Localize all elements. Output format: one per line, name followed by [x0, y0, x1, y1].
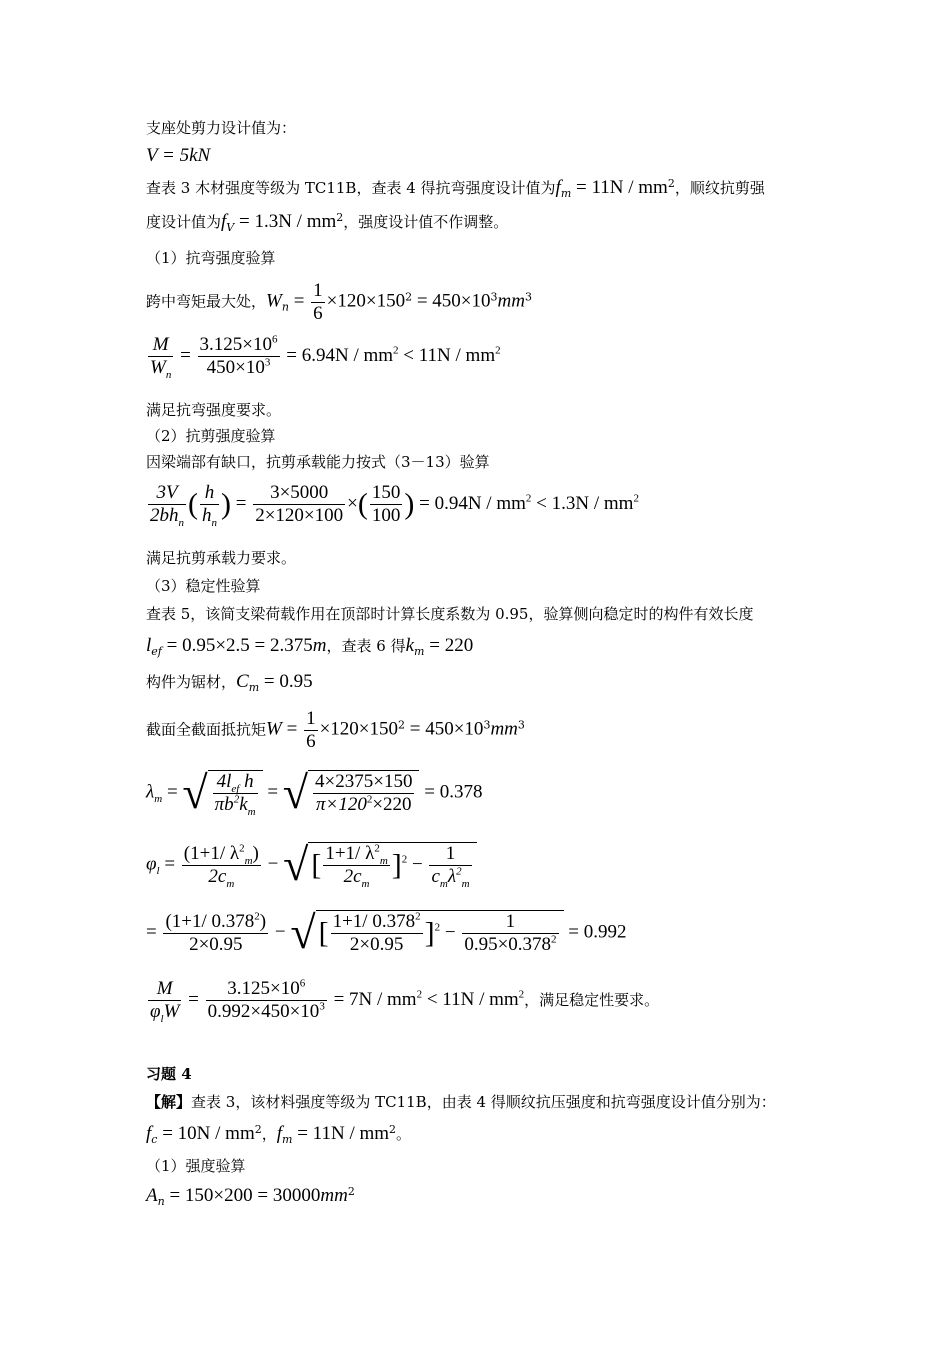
- formula-span: < 1.3N / mm: [531, 492, 634, 514]
- formula-span: mm: [490, 718, 518, 740]
- text-line: [146, 212, 508, 232]
- formula-span: m: [312, 635, 327, 656]
- formula-span: = 220: [424, 635, 474, 656]
- numerator: 3×5000: [253, 482, 345, 505]
- text-span: 。: [396, 1125, 412, 1143]
- formula-span: 3.125×10: [227, 978, 300, 999]
- superscript: 2: [233, 793, 240, 806]
- formula-span: (1+1/ 0.378: [165, 910, 255, 932]
- formula-span: ×220: [372, 794, 412, 815]
- fraction: [148, 482, 186, 527]
- subscript: l: [160, 1012, 164, 1025]
- numerator: 1: [429, 843, 471, 866]
- formula-span: =: [288, 290, 310, 312]
- fraction: [206, 978, 327, 1023]
- superscript: 2: [434, 921, 441, 934]
- subscript: m: [560, 187, 572, 200]
- formula-span: 4l: [216, 771, 232, 792]
- superscript: 2: [398, 718, 405, 732]
- text-span: 构件为锯材，: [146, 673, 237, 691]
- formula-span: = 11N / mm: [292, 1123, 390, 1144]
- subscript: n: [165, 368, 172, 381]
- subscript: m: [439, 877, 448, 890]
- formula-span: < 11N / mm: [398, 344, 496, 366]
- formula-span: λ: [447, 866, 457, 887]
- text-line: （1）抗弯强度验算: [146, 249, 276, 267]
- formula-span: πb: [214, 794, 234, 815]
- denominator: [313, 794, 414, 816]
- numerator: h: [200, 482, 219, 505]
- formula-span: W: [150, 357, 166, 378]
- numerator: 1: [313, 280, 323, 301]
- formula-span: 2c: [343, 866, 362, 887]
- superscript: 3: [524, 290, 532, 304]
- superscript: 3: [264, 356, 271, 369]
- text-line: （1）强度验算: [146, 1157, 246, 1175]
- paren: (: [357, 487, 368, 521]
- formula-line: $\frac{M}{W_n}$ = $\frac{3.125\times 10^6}{450\times 10^3}$ = $6.94N / mm^2 < 11N / mm^2$: [150, 333, 501, 381]
- superscript: 3: [483, 718, 491, 732]
- formula-line: V = 5kN: [146, 145, 211, 166]
- fraction: [253, 482, 345, 527]
- text-line: [146, 1092, 776, 1112]
- formula-span: k: [405, 635, 415, 656]
- fraction: [323, 843, 389, 888]
- formula-span: 1+1/ λ: [325, 843, 375, 864]
- fraction: [148, 978, 181, 1023]
- text-span: 查表 3，该材料强度等级为 TC11B，由表 4 得顺纹抗压强度和抗弯强度设计值分别为：: [191, 1093, 776, 1111]
- formula-span: W: [266, 718, 282, 740]
- subscript: n: [211, 516, 217, 529]
- formula-span: k: [239, 794, 248, 815]
- subscript: m: [461, 877, 470, 890]
- formula-span: (1+1/ λ: [183, 842, 240, 864]
- superscript: 2: [667, 177, 675, 190]
- numerator: [163, 911, 268, 934]
- denominator: [462, 934, 558, 956]
- formula-span: π×120: [315, 794, 367, 815]
- denominator: 2×0.95: [349, 934, 404, 955]
- formula-span: = 7N / mm: [328, 988, 417, 1010]
- denominator: [206, 1001, 327, 1023]
- subscript: m: [244, 854, 253, 867]
- formula-span: f: [555, 177, 561, 198]
- subscript: m: [248, 681, 260, 694]
- formula-span: = 0.95: [259, 671, 313, 692]
- numerator: 4×2375×150: [315, 771, 413, 792]
- superscript: 2: [254, 910, 260, 923]
- fraction: [331, 911, 423, 956]
- denominator: [148, 505, 186, 527]
- fraction: [198, 334, 280, 379]
- formula-span: = 150×200 = 30000: [164, 1185, 321, 1206]
- formula-span: mm: [497, 290, 525, 312]
- numerator: [331, 911, 423, 934]
- numerator: M: [148, 334, 173, 357]
- subscript: n: [178, 516, 184, 529]
- formula-span: ×120×150: [319, 718, 398, 740]
- subscript: m: [226, 877, 235, 890]
- subscript: m: [379, 854, 388, 867]
- superscript: 2: [415, 910, 421, 923]
- formula-span: = 6.94N / mm: [281, 344, 394, 366]
- subscript: l: [156, 865, 160, 878]
- formula-span: f: [221, 211, 227, 232]
- fraction: [313, 771, 414, 816]
- denominator: [148, 1001, 181, 1023]
- superscript: 2: [239, 842, 245, 855]
- formula-line: $\varphi_l$ = $\frac{(1+1/ \lambda^2_m)}{2c_m}$ − √ [ $\frac{1+1/ \lambda^2_m}{2c_m}$ ]$^2$ − $\frac{1}{c_m\lambda^2_m}$: [146, 842, 477, 888]
- formula-span: ×120×150: [326, 290, 406, 312]
- formula-span: 3.125×10: [199, 334, 273, 355]
- square-root: √ $\frac{4l_{ef} h}{\pi b^2k_m}$: [182, 770, 262, 816]
- denominator: 2×0.95: [189, 933, 243, 955]
- formula-line: $\frac{3V}{2bh_n}$ ( $\frac{h}{h_n}$ ) = $\frac{3\times 5000}{2\times 120\times 100}$ ×( $\frac{150}{100}$ ) = $0.94N / mm^2 < 1.3N / mm^2$: [150, 482, 639, 529]
- fraction: [370, 482, 403, 527]
- fraction: [182, 843, 261, 888]
- denominator: 6: [306, 731, 316, 752]
- numerator: 1: [462, 911, 558, 934]
- superscript: 2: [347, 1185, 355, 1198]
- text-line: 满足抗剪承载力要求。: [146, 549, 297, 567]
- subscript: n: [281, 300, 289, 314]
- denominator: [148, 357, 173, 379]
- superscript: 2: [495, 344, 501, 357]
- paren: (: [188, 487, 198, 521]
- text-line: （3）稳定性验算: [146, 577, 261, 595]
- denominator: [323, 866, 389, 888]
- numerator: [206, 978, 327, 1001]
- subscript: m: [154, 793, 163, 806]
- formula-span: = 0.992: [563, 921, 627, 943]
- numerator: [213, 771, 258, 794]
- denominator: 2×120×100: [255, 505, 344, 526]
- superscript: 6: [272, 333, 278, 346]
- text-line: 支座处剪力设计值为：: [146, 119, 297, 137]
- formula-span: 1+1/ 0.378: [332, 911, 416, 932]
- superscript: 2: [456, 865, 462, 878]
- superscript: 2: [366, 793, 373, 806]
- numerator: 150: [371, 482, 401, 503]
- square-root: √ $\frac{4\times 2375\times 150}{\pi\times 120^2\times 220}$: [283, 770, 420, 816]
- formula-span: φ: [146, 853, 157, 875]
- numerator: M: [148, 978, 181, 1001]
- denominator: 100: [371, 505, 401, 526]
- subscript: m: [247, 805, 256, 818]
- formula-span: h: [239, 771, 254, 792]
- fraction: [429, 843, 471, 888]
- paren: ): [221, 487, 231, 521]
- superscript: 6: [299, 977, 306, 990]
- denominator: [198, 357, 280, 379]
- formula-span: = 0.94N / mm: [414, 492, 526, 514]
- superscript: 3: [319, 1000, 325, 1013]
- subscript: V: [226, 221, 235, 234]
- numerator: [198, 334, 280, 357]
- subscript: m: [361, 877, 370, 890]
- numerator: 3V: [148, 482, 186, 505]
- denominator: [200, 505, 219, 527]
- superscript: 3: [517, 718, 525, 732]
- section-heading: 习题 4: [146, 1065, 192, 1083]
- formula-span: =: [281, 718, 303, 740]
- formula-span: l: [146, 635, 152, 656]
- formula-line: [146, 636, 473, 656]
- formula-span: 2c: [208, 865, 227, 887]
- formula-span: = 1.3N / mm: [234, 211, 337, 232]
- superscript: 2: [389, 1123, 397, 1136]
- denominator: [182, 866, 261, 888]
- formula-line: $\frac{M}{\varphi_lW}$ = $\frac{3.125\times 10^6}{0.992\times 450\times 10^3}$ = $7N / mm^2 < 11N / mm^2$，满足稳定性要求。: [150, 977, 660, 1025]
- formula-span: = 10N / mm: [157, 1123, 255, 1144]
- formula-span: = 0.378: [419, 781, 483, 803]
- superscript: 2: [416, 988, 423, 1001]
- formula-span: f: [276, 1123, 283, 1144]
- formula-span: W: [266, 290, 282, 312]
- numerator: 1: [306, 708, 316, 729]
- subscript: c: [151, 1133, 158, 1146]
- text-span: ，强度设计值不作调整。: [343, 213, 509, 231]
- superscript: 2: [393, 344, 399, 357]
- formula-span: λ: [146, 781, 155, 803]
- text-line: 因梁端部有缺口，抗剪承载能力按式（3－13）验算: [146, 453, 490, 471]
- denominator: 6: [313, 303, 323, 324]
- superscript: 3: [490, 290, 498, 304]
- superscript: 2: [633, 492, 639, 505]
- fraction: [148, 334, 173, 379]
- formula-span: f: [146, 1123, 152, 1144]
- formula-line: [146, 1186, 355, 1206]
- formula-line: [146, 1124, 411, 1144]
- formula-span: < 11N / mm: [422, 988, 519, 1010]
- text-span: 截面全截面抵抗矩: [146, 720, 267, 739]
- fraction: [304, 708, 318, 753]
- formula-span: A: [146, 1185, 158, 1206]
- square-root: √ [ $\frac{1+1/ \lambda^2_m}{2c_m}$ ]$^2$ − $\frac{1}{c_m\lambda^2_m}$: [283, 842, 476, 888]
- superscript: 2: [405, 290, 413, 304]
- formula-span: φ: [150, 1001, 161, 1022]
- formula-span: 2bh: [150, 505, 179, 526]
- superscript: 2: [254, 1123, 262, 1136]
- denominator: [213, 794, 258, 816]
- formula-span: 0.95×0.378: [464, 934, 552, 955]
- superscript: 2: [374, 842, 380, 855]
- text-line: （2）抗剪强度验算: [146, 427, 276, 445]
- superscript: 2: [336, 211, 344, 224]
- formula-span: = 11N / mm: [571, 177, 668, 198]
- text-span: ，查表 6 得: [326, 637, 406, 655]
- subscript: n: [157, 1195, 165, 1208]
- formula-span: = 450×10: [412, 290, 491, 312]
- formula-span: 450×10: [206, 357, 265, 378]
- superscript: 2: [525, 492, 532, 505]
- text-span: 【解】: [146, 1093, 192, 1111]
- formula-line: [146, 280, 532, 325]
- superscript: 2: [551, 933, 557, 946]
- formula-span: ): [259, 910, 267, 932]
- formula-line: [146, 708, 525, 753]
- text-span: 度设计值为: [146, 213, 222, 231]
- formula-span: C: [236, 671, 249, 692]
- formula-span: 0.992×450×10: [207, 1001, 320, 1022]
- formula-span: c: [431, 866, 440, 887]
- text-span: 跨中弯矩最大处，: [146, 292, 267, 311]
- text-span: ，: [261, 1125, 277, 1143]
- square-root: √ [ $\frac{1+1/ 0.378^2}{2\times 0.95}$ ]$^2$ − $\frac{1}{0.95\times 0.378^2}$: [290, 910, 563, 956]
- denominator: [429, 866, 471, 888]
- numerator: [323, 843, 389, 866]
- formula-span: ): [252, 842, 259, 864]
- numerator: [182, 843, 261, 866]
- fraction: [213, 771, 258, 816]
- formula-line: [146, 672, 313, 692]
- formula-line: = $\frac{(1+1/ 0.378^2)}{2\times 0.95}$ − √ [ $\frac{1+1/ 0.378^2}{2\times 0.95}$ ]$^2$ − $\frac{1}{0.95\times 0.378^2}$ = 0.992: [146, 907, 627, 958]
- paren: ): [404, 487, 415, 521]
- formula-span: = 450×10: [405, 718, 484, 740]
- subscript: ef: [231, 782, 240, 795]
- text-line: [146, 178, 765, 198]
- text-span: ，满足稳定性要求。: [524, 990, 660, 1009]
- text-line: 查表 5，该简支梁荷载作用在顶部时计算长度系数为 0.95，验算侧向稳定时的构件有效长度: [146, 605, 754, 623]
- subscript: m: [414, 645, 425, 658]
- formula-line: $\lambda_m$ = √ $\frac{4l_{ef} h}{\pi b^2k_m}$ = √ $\frac{4\times 2375\times 150}{\pi\times 120^2\times 220}$ = 0.378: [146, 767, 483, 818]
- fraction: [200, 482, 219, 527]
- fraction: [462, 911, 558, 956]
- formula-span: h: [202, 505, 212, 526]
- formula-span: W: [163, 1001, 180, 1022]
- fraction: [311, 280, 325, 325]
- superscript: 2: [401, 853, 408, 866]
- formula-span: mm: [320, 1185, 348, 1206]
- superscript: 2: [518, 988, 525, 1001]
- fraction: [163, 911, 268, 956]
- subscript: ef: [151, 645, 162, 658]
- text-span: 查表 3 木材强度等级为 TC11B，查表 4 得抗弯强度设计值为: [146, 179, 556, 197]
- text-span: ，顺纹抗剪强: [674, 179, 765, 197]
- text-line: 满足抗弯强度要求。: [146, 401, 282, 419]
- formula-span: = 0.95×2.5 = 2.375: [161, 635, 313, 656]
- subscript: m: [282, 1133, 293, 1146]
